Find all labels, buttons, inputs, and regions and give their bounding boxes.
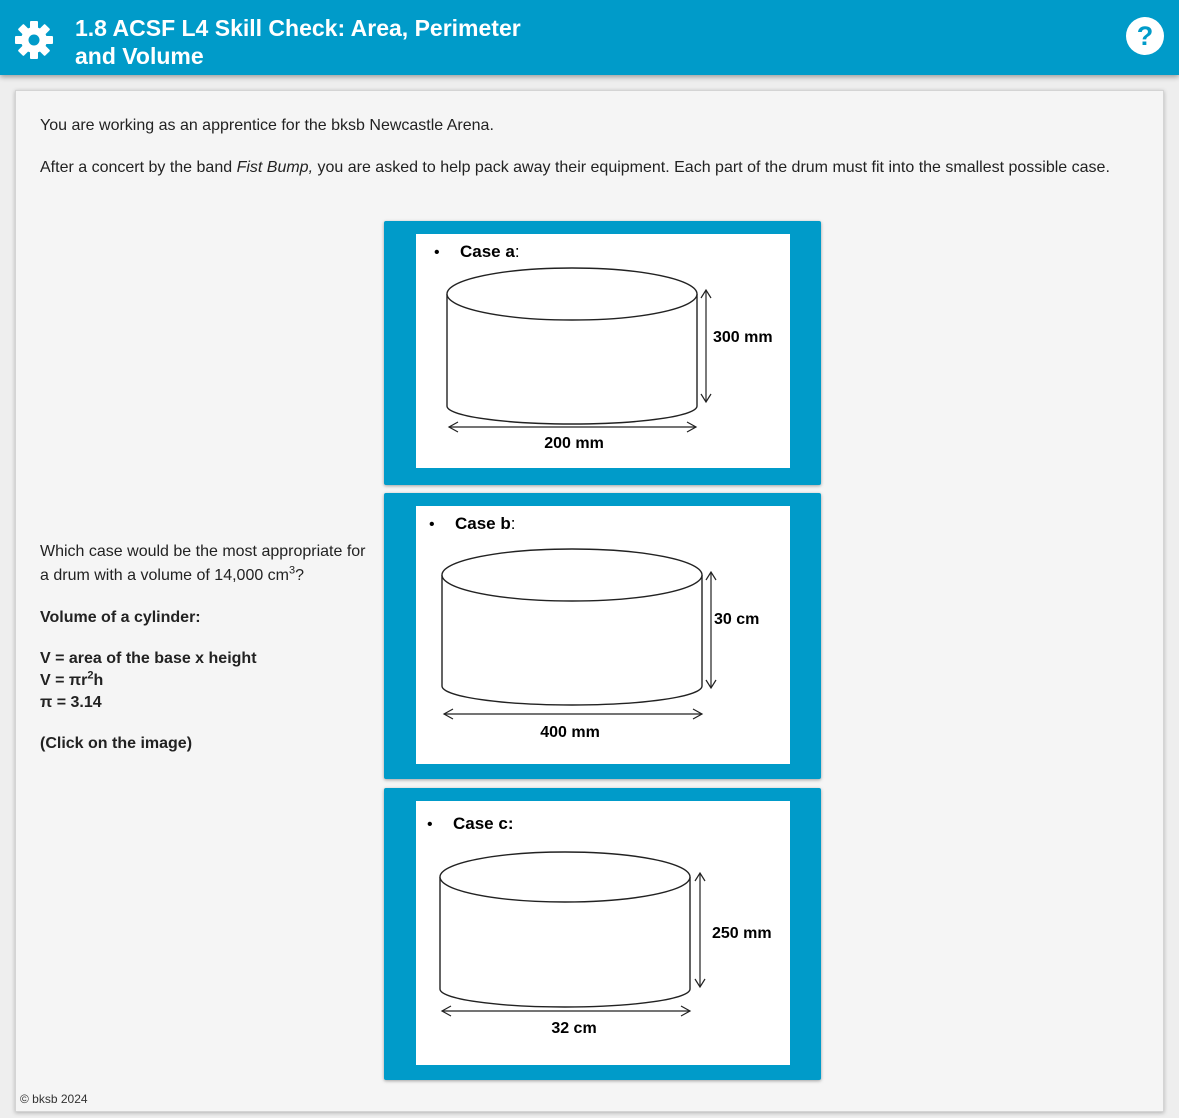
click-hint: (Click on the image) [40,735,193,752]
intro-text [40,115,1130,199]
question-circle-icon[interactable] [1125,16,1165,56]
case-bullet: • [434,244,440,261]
case-label: Case c: [453,814,514,833]
formula-line-3: π = 3.14 [40,694,102,711]
cylinder-diagram [416,234,790,468]
formula-line-2: $V = \pi r^2h$ [40,669,104,689]
cylinder-diagram [416,506,790,764]
height-label: 250 mm [712,925,772,942]
case-c-image [416,801,790,1065]
svg-text:?: ? [1136,21,1154,51]
question-panel [15,90,1164,1112]
cylinder-diagram [416,801,790,1065]
height-label: 300 mm [713,329,773,346]
question-prompt: Which case would be the most appropriate for a drum with a volume of 14,000 $cm^3$? [40,543,366,584]
top-bar [0,0,1179,75]
band-name: Fist Bump, [236,159,314,176]
case-b-image [416,506,790,764]
case-bullet: • [427,816,433,833]
copyright-footer: © bksb 2024 [20,1092,88,1106]
intro-line-2: After a concert by the band Fist Bump, you are asked to help pack away their equipment. Each part of the drum must fit into the smallest possible case. [40,159,1110,176]
case-label: Case b: [455,514,516,533]
intro-line-1: You are working as an apprentice for the bksb Newcastle Arena. [40,117,494,134]
page-title: 1.8 ACSF L4 Skill Check: Area, Perimeter and Volume [75,15,521,69]
diameter-label: 400 mm [540,724,600,741]
height-label: 30 cm [714,611,760,628]
case-c-option[interactable] [384,788,821,1080]
case-bullet: • [429,516,435,533]
formula-title: Volume of a cylinder: [40,609,201,626]
gear-icon[interactable] [14,20,54,60]
case-a-option[interactable] [384,221,821,485]
case-b-option[interactable] [384,493,821,779]
question-text [40,540,370,756]
diameter-label: 32 cm [551,1020,597,1037]
case-a-image [416,234,790,468]
diameter-label: 200 mm [544,435,604,452]
case-label: Case a: [460,242,520,261]
formula-line-1: V = area of the base x height [40,650,257,667]
